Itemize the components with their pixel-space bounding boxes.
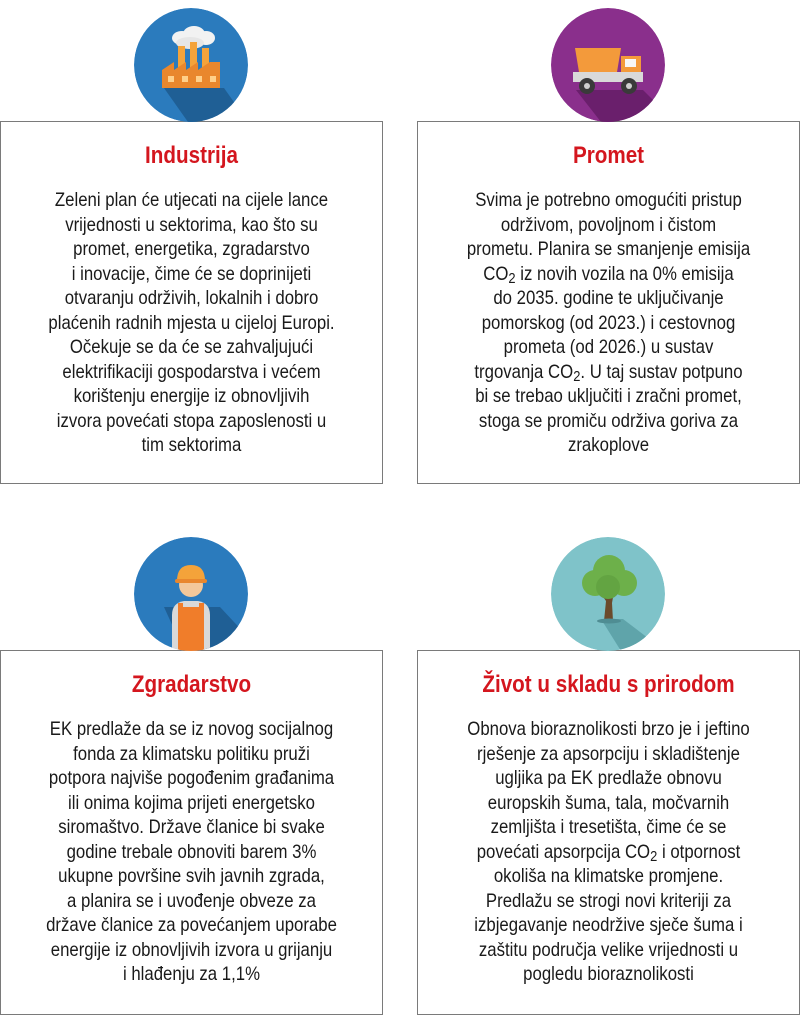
card-transport	[417, 121, 800, 484]
body-line: $CO_2$ iz novih vozila na 0% emisija	[483, 262, 734, 287]
body-line: i inovacije, čime će se doprinijeti	[71, 262, 312, 285]
body-line: Predlažu se strogi novi kriteriji za	[485, 889, 732, 912]
body-line: tim sektorima	[141, 434, 242, 456]
construction-worker-icon	[134, 537, 248, 651]
body-line: vrijednosti u sektorima, kao što su	[65, 213, 318, 236]
body-line: prometa (od 2026.) u sustav	[503, 336, 714, 358]
body-line: trgovanja $CO_2$. U taj sustav potpuno	[474, 360, 743, 385]
card-nature	[417, 650, 800, 1015]
card-body	[16, 717, 368, 987]
body-line: povećati apsorpcija $CO_2$ i otpornost	[476, 840, 741, 865]
body-line: održivom, povoljnom i čistom	[500, 213, 717, 236]
body-line: korištenju energije iz obnovljivih	[73, 385, 310, 407]
card-industry	[0, 121, 383, 484]
body-line: stoga se promiču održiva goriva za	[478, 409, 739, 432]
card-body	[433, 188, 785, 458]
body-line: elektrifikaciji gospodarstva i većem	[62, 360, 321, 383]
body-line: Obnova bioraznolikosti brzo je i jeftino	[467, 718, 750, 740]
body-line: izvora povećati stopa zaposlenosti u	[56, 409, 327, 432]
body-line: otvaranju održivih, lokalnih i dobro	[64, 287, 319, 309]
body-line: zemljišta i tresetišta, čime će se	[490, 816, 727, 838]
body-line: EK predlaže da se iz novog socijalnog	[49, 718, 334, 740]
card-body	[433, 717, 785, 987]
body-line: Očekuje se da će se zahvaljujući	[69, 336, 314, 358]
body-line: zaštitu područja velike vrijednosti u	[478, 938, 739, 961]
body-line: okoliša na klimatske promjene.	[493, 865, 724, 887]
card-title: Zgradarstvo	[131, 671, 252, 698]
body-line: plaćenih radnih mjesta u cijeloj Europi.	[48, 311, 335, 334]
factory-icon	[134, 8, 248, 122]
body-line: Zeleni plan će utjecati na cijele lance	[54, 189, 329, 211]
body-line: promet, energetika, zgradarstvo	[73, 238, 310, 260]
card-title: Život u skladu s prirodom	[482, 671, 735, 698]
body-line: energije iz obnovljivih izvora u grijanju	[50, 938, 333, 961]
body-line: ugljika pa EK predlaže obnovu	[495, 767, 722, 789]
body-line: rješenje za apsorpciju i skladištenje	[477, 742, 740, 765]
body-line: Svima je potrebno omogućiti pristup	[475, 189, 742, 211]
body-line: europskih šuma, tala, močvarnih	[487, 791, 730, 814]
body-line: pomorskog (od 2023.) i cestovnog	[481, 311, 736, 334]
body-line: ili onima kojima prijeti energetsko	[67, 791, 316, 814]
body-line: prometu. Planira se smanjenje emisija	[466, 238, 751, 260]
body-line: ukupne površine svih javnih zgrada,	[58, 865, 325, 887]
body-line: potpora najviše pogođenim građanima	[48, 767, 335, 789]
card-title: Promet	[572, 142, 645, 169]
body-line: siromaštvo. Države članice bi svake	[58, 816, 325, 838]
body-line: države članice za povećanjem uporabe	[46, 914, 337, 936]
body-line: i hlađenju za 1,1%	[122, 963, 261, 985]
body-line: fonda za klimatsku politiku pruži	[73, 742, 310, 765]
body-line: izbjegavanje neodržive sječe šuma i	[474, 914, 743, 936]
card-body	[16, 188, 368, 458]
body-line: bi se trebao uključiti i zračni promet,	[475, 385, 742, 407]
body-line: godine trebale obnoviti barem 3%	[66, 840, 317, 863]
card-building	[0, 650, 383, 1015]
body-line: a planira se i uvođenje obveze za	[67, 889, 316, 912]
body-line: zrakoplove	[567, 434, 650, 456]
dump-truck-icon	[551, 8, 665, 122]
tree-icon	[551, 537, 665, 651]
card-title: Industrija	[145, 142, 238, 169]
body-line: pogledu bioraznolikosti	[523, 963, 694, 985]
body-line: do 2035. godine te uključivanje	[493, 287, 724, 309]
